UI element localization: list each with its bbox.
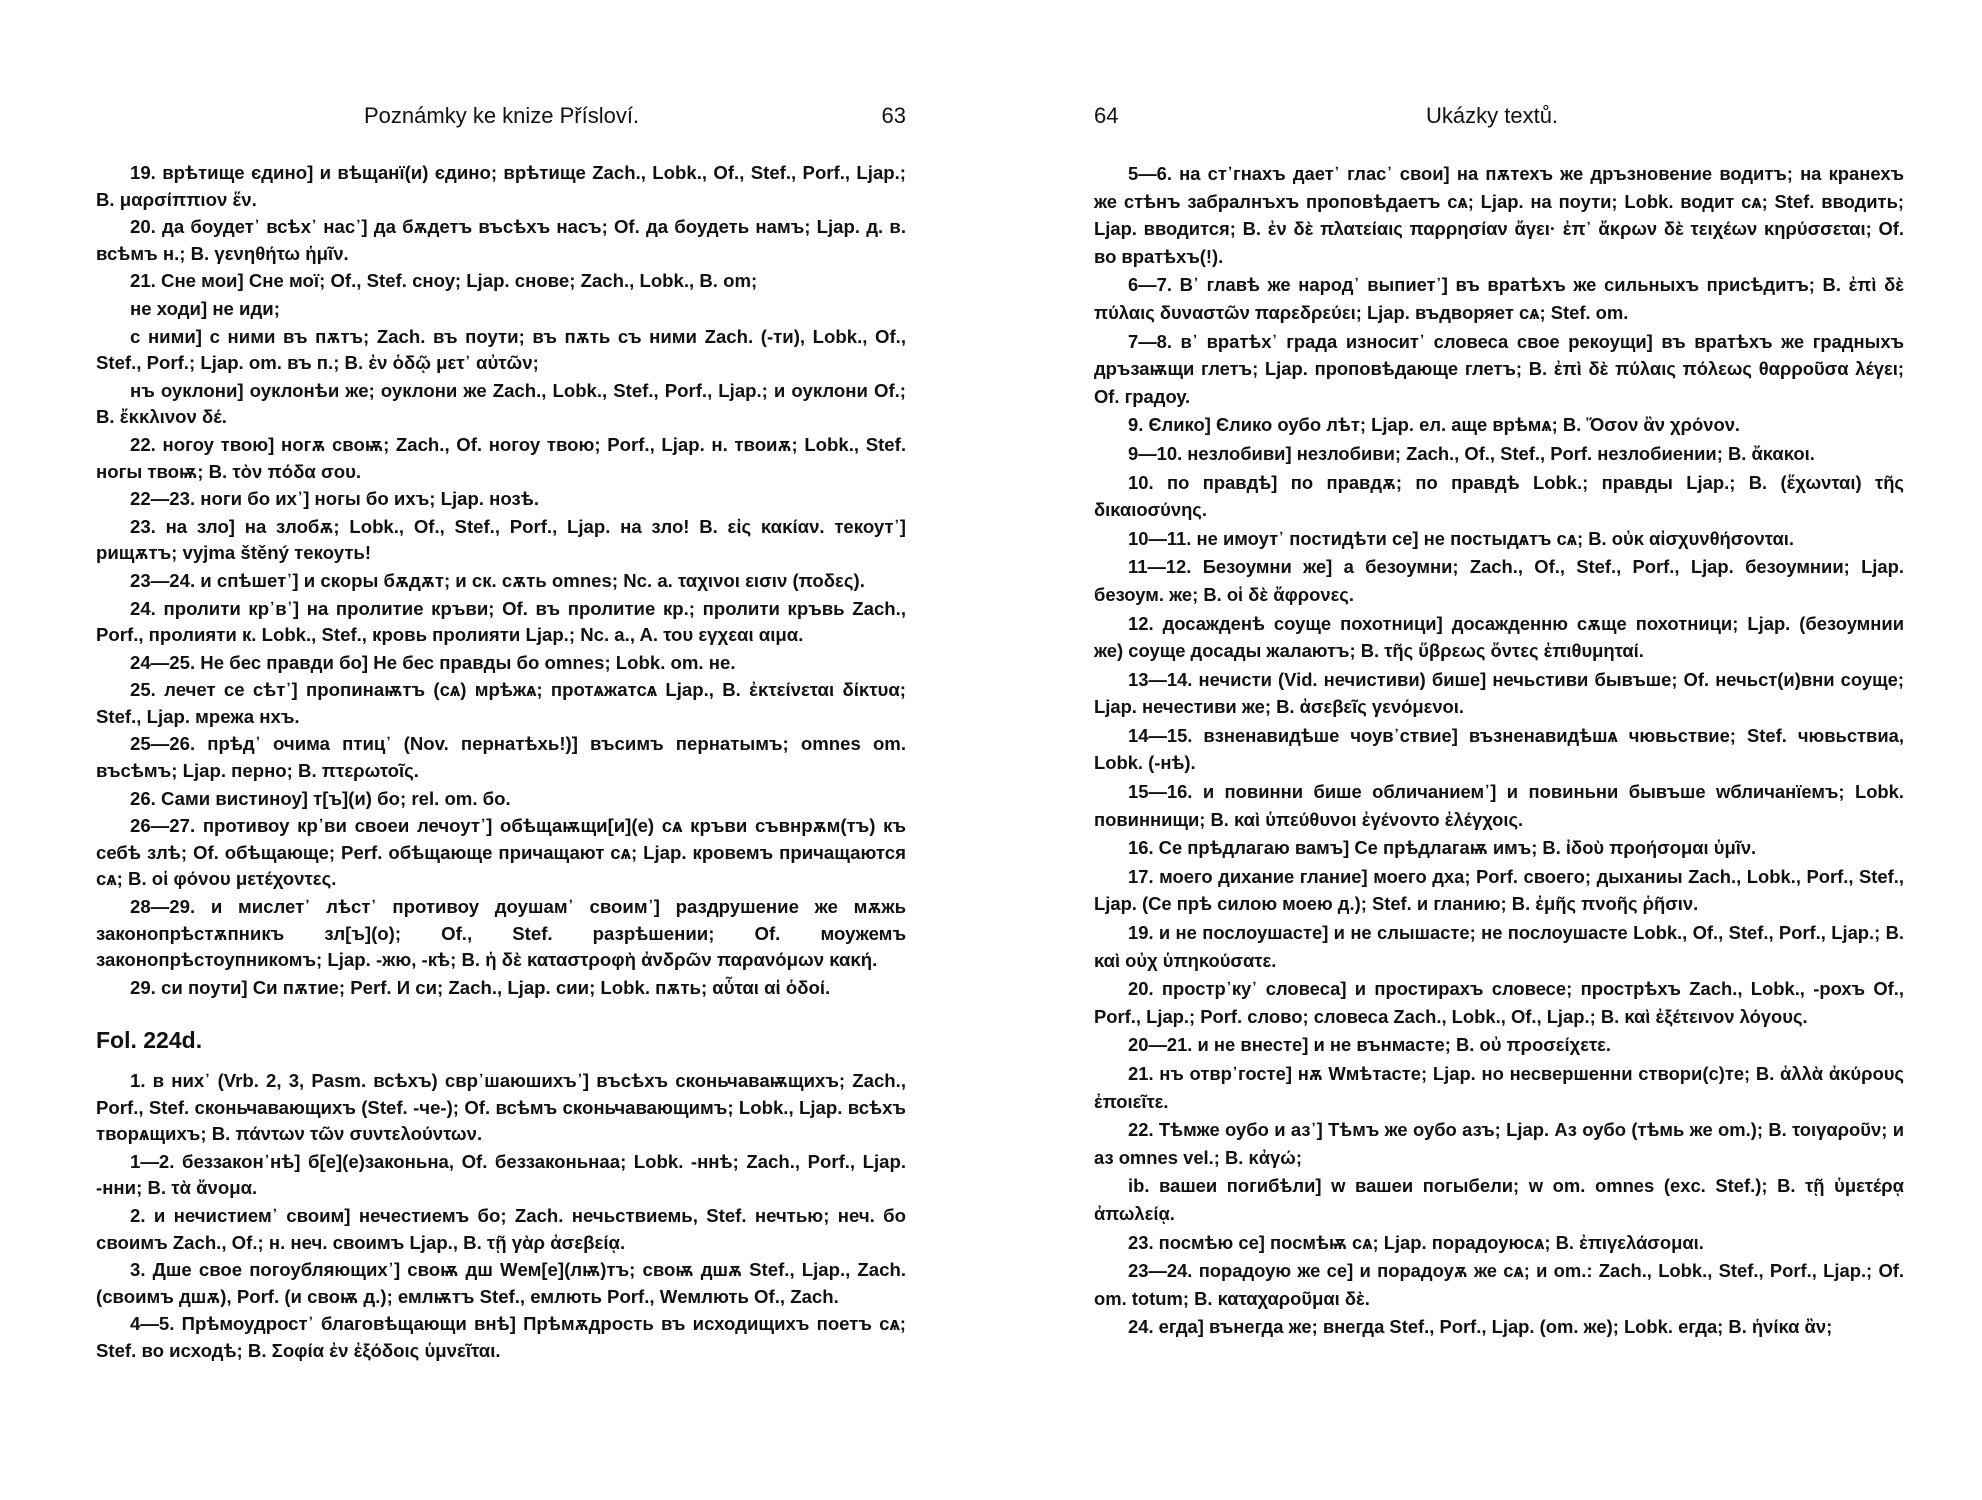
right-running-head xyxy=(1094,100,1904,132)
commentary-entry: 17. моего дихание гланиe] моего дха; Porf. своего; дыханиы Zach., Lobk., Porf., Stef., Ljap. (Се прѣ силою моею д.); Stef. и гланию; B. ἐμῆς πνοῆς ῥῆσιν. xyxy=(1094,865,1904,915)
commentary-entry: 26. Сами вистиноу] т[ъ](и) бо; rel. om. бо. xyxy=(130,787,511,809)
commentary-entry: 23—24. и спѣшет᾿] и скоры бѫдѫт; и ск. сѫть omnes; Nc. a. ταχινοι εισιν (ποδες). xyxy=(130,569,865,591)
left-page-number: 63 xyxy=(881,103,906,128)
commentary-entry: 24. пролити кр᾿в᾿] на пролитие кръви; Of. въ пролитие кр.; пролити кръвь Zach., Porf., пролияти к. Lobk., Stef., кровь пролияти Ljap.; Nc. a., A. του εγχεαι αιμα. xyxy=(96,597,906,646)
commentary-entry: 9. Єлико] Єлико оубо лѣт; Ljap. ел. аще врѣмѧ; B. Ὅσον ἂν χρόνον. xyxy=(1128,414,1741,436)
commentary-entry: 20—21. и не внесте] и не вънмасте; B. οὐ προσείχετε. xyxy=(1128,1034,1612,1056)
commentary-entry: 24—25. Не бес правди бо] Не бес правды бо omnes; Lobk. om. не. xyxy=(130,651,736,673)
commentary-entry: 25. лечет се сѣт᾿] пропинаѭтъ (сѧ) мрѣжѧ; протѧжатсѧ Ljap., B. ἐκτείνεται δίκτυα; Stef., Ljap. мрежа нхъ. xyxy=(96,679,906,727)
commentary-entry: 9—10. незлобиви] незлобиви; Zach., Of., Stef., Porf. незлобиении; B. ἄκακοι. xyxy=(1128,442,1815,464)
right-running-title: Ukázky textů. xyxy=(1426,103,1559,128)
commentary-entry: нъ оуклони] оуклонѣи же; оуклони же Zach., Lobk., Stef., Porf., Ljap.; и оуклони Of.; B. ἔκκλινον δέ. xyxy=(96,379,906,428)
commentary-entry: 21. Сне мои] Сне мої; Of., Stef. сноу; Ljap. снове; Zach., Lobk., B. om; xyxy=(130,270,758,292)
right-page xyxy=(1094,0,1904,1500)
commentary-entry: 20. простр᾿ку᾿ словеса] и простирахъ словесе; прострѣхъ Zach., Lobk., -рохъ Of., Porf., Ljap.; Porf. слово; словеса Zach., Lobk., Of., Ljap.; B. καὶ ἐξέτεινον λόγους. xyxy=(1094,978,1904,1027)
commentary-entry: не ходи] не иди; xyxy=(130,297,280,319)
commentary-entry: 28—29. и мислет᾿ лѣст᾿ противоу доушам᾿ своим᾿] раздрушение же мѫжь законопрѣстѫпникъ зл[ъ](о); Of., Stef. разрѣшении; Of. моужемъ законопрѣстоупникомъ; Ljap. -жю, -кѣ; B. ἡ δὲ καταστροφὴ ἀνδρῶν παρανόμων κακή. xyxy=(96,896,906,971)
commentary-entry: 26—27. противоу кр᾿ви своеи лечоут᾿] обѣщаѭщи[и](е) сѧ кръви съвнрѫм(тъ) къ себѣ злѣ; Of. обѣщающе; Perf. обѣщающе причащают сѧ; Ljap. кровемъ причащаются сѧ; B. οἱ φόνου μετέχοντες. xyxy=(96,815,906,890)
commentary-entry: 12. досажденѣ соуще похотници] досажденню сѫще похотници; Ljap. (безоумнии же) соуще досады жалаютъ; B. τῆς ὕβρεως ὄντες ἐπιθυμηταί. xyxy=(1094,612,1904,662)
commentary-entry: 1—2. беззакон᾿нѣ] б[е](е)законьна, Of. беззаконьнаа; Lobk. -ннѣ; Zach., Porf., Ljap. -нни; B. τὰ ἄνομα. xyxy=(96,1150,906,1199)
commentary-entry: 4—5. Прѣмоудрост᾿ благовѣщающи внѣ] Прѣмѫдрость въ исходищихъ поетъ сѧ; Stef. во исходѣ; B. Σοφία ἐν ἐξόδοις ὑμνεῖται. xyxy=(96,1313,906,1361)
commentary-entry: 11—12. Безоумни же] а безоумни; Zach., Of., Stef., Porf., Ljap. безоумнии; Ljap. безоум. же; B. οἱ δὲ ἄφρονες. xyxy=(1094,556,1904,605)
commentary-entry: 15—16. и повинни бише обличанием᾿] и повиньни бывъше wбличанїемъ; Lobk. повиннищи; B. καὶ ὑπεύθυνοι ἐγένοντο ἐλέγχοις. xyxy=(1094,781,1904,830)
commentary-entry: 21. нъ отвр᾿госте] нѫ Wмѣтасте; Ljap. но несвершенни створи(с)те; B. ἀλλὰ ἀκύρους ἐποιεῖτε. xyxy=(1094,1063,1904,1112)
commentary-entry: 14—15. взненавидѣше чоув᾿ствие] възненавидѣшѧ чювьствие; Stef. чювьствиа, Lobk. (-нѣ). xyxy=(1094,724,1904,774)
right-page-number: 64 xyxy=(1094,103,1119,128)
commentary-entry: 22. ногоу твою] ногѫ своѭ; Zach., Of. ногоу твою; Porf., Ljap. н. твоиѫ; Lobk., Stef. ногы твоѭ; B. τὸν πόδα σου. xyxy=(96,433,906,482)
commentary-entry: 19. и не послоушасте] и не слышасте; не послоушасте Lobk., Of., Stef., Porf., Ljap.; B. καὶ οὐχ ὑπηκούσατε. xyxy=(1094,922,1904,971)
folio-heading: Fol. 224d. xyxy=(96,1027,203,1054)
commentary-entry: 1. в них᾿ (Vrb. 2, 3, Pasm. всѣхъ) свр᾿шаюшихъ᾿] въсѣхъ сконьчаваѭщихъ; Zach., Porf., Stef. сконьчавающихъ (Stef. -че-); Of. всѣмъ сконьчавающимъ; Lobk., Ljap. всѣхъ творѧщихъ; B. πάντων τῶν συντελούντων. xyxy=(96,1070,906,1145)
commentary-entry: 7—8. в᾿ вратѣх᾿ града износит᾿ словеса свое рекоущи] въ вратѣхъ же градныхъ дръзаѭщи глетъ; Ljap. проповѣдающе глетъ; B. ἐπὶ δὲ πύλαις πόλεως θαρροῦσα λέγει; Of. градоу. xyxy=(1094,330,1904,407)
left-running-head xyxy=(96,100,906,132)
commentary-entry: 6—7. В᾿ главѣ же народ᾿ выпиет᾿] въ вратѣхъ же сильныхъ присѣдитъ; B. ἐπὶ δὲ πύλαις δυναστῶν παρεδρεύει; Ljap. въдворяет сѧ; Stef. om. xyxy=(1094,274,1904,323)
commentary-entry: 29. си поути] Си пѫтие; Perf. И си; Zach., Ljap. сии; Lobk. пѫть; αὗται αἱ ὁδοί. xyxy=(130,976,831,998)
commentary-entry: ib. вашеи погибѣли] w вашеи погыбели; w om. omnes (exc. Stef.); B. τῇ ὑμετέρᾳ ἀπωλείᾳ. xyxy=(1094,1175,1904,1224)
commentary-entry: 22. Тѣмже оубо и аз᾿] Тѣмъ же оубо азъ; Ljap. Аз оубо (тѣмь же om.); B. τοιγαροῦν; и аз omnes vel.; B. κἀγώ; xyxy=(1094,1119,1904,1168)
commentary-entry: 5—6. на ст᾿гнахъ дает᾿ глас᾿ свои] на пѫтехъ же дръзновение водитъ; на кранехъ же стѣнъ забралнъхъ проповѣдаетъ сѧ; Ljap. на поути; Lobk. водит сѧ; Stef. вводить; Ljap. вводится; B. ἐν δὲ πλατείαις παρρησίαν ἄγει· ἐπ᾿ ἄκρων δὲ τειχέων κηρύσσεται; Of. во вратѣхъ(!). xyxy=(1094,163,1904,267)
commentary-entry: 2. и нечистием᾿ своим] нечестиемъ бо; Zach. нечьствиемь, Stef. нечтью; неч. бо своимъ Zach., Of.; н. неч. своимъ Ljap., B. τῇ γὰρ ἀσεβείᾳ. xyxy=(96,1204,906,1253)
left-page xyxy=(96,0,906,1500)
commentary-entry: 10. по правдѣ] по правдѫ; по правдѣ Lobk.; правды Ljap.; B. (ἕχωνται) τῆς δικαιοσύνης. xyxy=(1094,471,1904,521)
commentary-entry: с ними] с ними въ пѫтъ; Zach. въ поути; въ пѫть съ ними Zach. (-ти), Lobk., Of., Stef., Porf.; Ljap. om. въ п.; B. ἐν ὁδῷ μετ᾿ αὐτῶν; xyxy=(96,325,906,374)
commentary-entry: 10—11. не имоут᾿ постидѣти се] не постыдѧтъ сѧ; B. οὐκ αἰσχυνθήσονται. xyxy=(1128,527,1795,549)
left-running-title: Poznámky ke knize Přísloví. xyxy=(364,103,640,128)
commentary-entry: 20. да боудет᾿ всѣх᾿ нас᾿] да бѫдетъ въсѣхъ насъ; Of. да боудеть намъ; Ljap. д. в. всѣмъ н.; B. γενηθήτω ἡμῖν. xyxy=(96,216,906,264)
commentary-entry: 24. егда] вънегда же; внегда Stef., Porf., Ljap. (om. же); Lobk. егда; B. ἡνίκα ἂν; xyxy=(1128,1316,1833,1338)
commentary-entry: 23. посмѣю се] посмѣѭ сѧ; Ljap. порадоуюсѧ; B. ἐπιγελάσομαι. xyxy=(1128,1231,1704,1253)
commentary-entry: 16. Се прѣдлагаю вамъ] Се прѣдлагаѭ имъ; B. ἰδοὺ προήσομαι ὑμῖν. xyxy=(1128,837,1757,859)
commentary-entry: 23—24. порадоую же се] и порадоуѫ же сѧ; и om.: Zach., Lobk., Stef., Porf., Ljap.; Of. om. totum; B. καταχαροῦμαι δὲ. xyxy=(1094,1260,1904,1309)
commentary-entry: 3. Дше свое погоубляющих᾿] своѭ дш Wем[е](лѭ)тъ; своѭ дшѫ Stef., Ljap., Zach. (своимъ дшѫ), Porf. (и своѭ д.); емлѭтъ Stef., емлють Porf., Wемлють Of., Zach. xyxy=(96,1259,906,1307)
commentary-entry: 23. на зло] на злобѫ; Lobk., Of., Stef., Porf., Ljap. на зло! B. εἰς κακίαν. текоут᾿] рищѫтъ; vyjma štěný текоуть! xyxy=(96,515,906,564)
commentary-entry: 22—23. ноги бо их᾿] ногы бо ихъ; Ljap. нозѣ. xyxy=(130,488,539,510)
commentary-entry: 19. врѣтище єдино] и вѣщанї(и) єдино; врѣтище Zach., Lobk., Of., Stef., Porf., Ljap.; B. μαρσίππιον ἕν. xyxy=(96,162,906,210)
commentary-entry: 13—14. нечисти (Vid. нечистиви) бише] нечьстиви бывъше; Of. нечьст(и)вни соуще; Ljap. нечестиви же; B. ἀσεβεῖς γενόμενοι. xyxy=(1094,668,1904,718)
commentary-entry: 25—26. прѣд᾿ очима птиц᾿ (Nov. пернатѣхь!)] въсимъ пернатымъ; omnes om. въсѣмъ; Ljap. перно; B. πτερωτοῖς. xyxy=(96,733,906,782)
left-page-body xyxy=(96,160,906,1366)
right-page-body xyxy=(1094,160,1904,1342)
